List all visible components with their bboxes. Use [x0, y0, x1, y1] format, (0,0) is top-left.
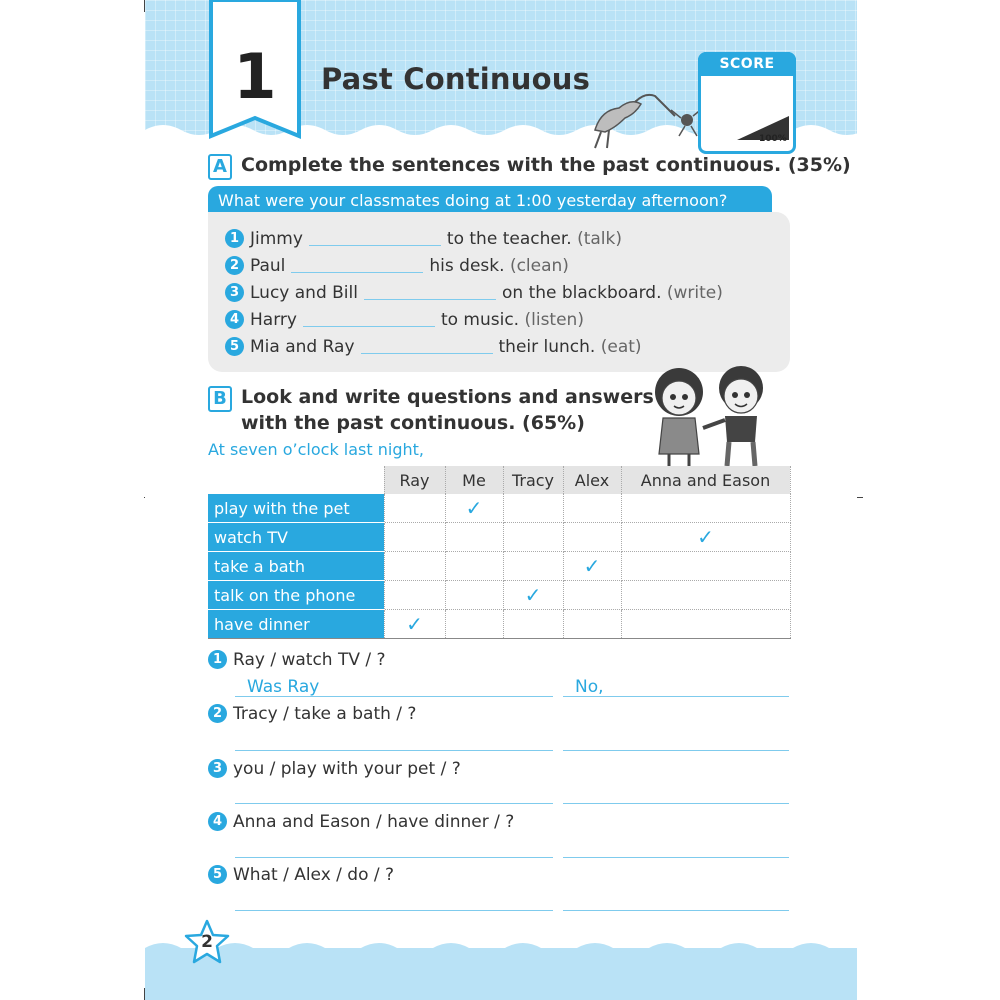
item-number: 3	[208, 759, 227, 778]
question-prompt: Ray / watch TV / ?	[233, 650, 386, 670]
table-cell	[445, 523, 503, 552]
section-a-question-banner: What were your classmates doing at 1:00 yesterday afternoon?	[208, 186, 772, 216]
item-subject: Mia and Ray	[250, 337, 355, 357]
activity-table	[208, 466, 791, 639]
table-cell	[445, 581, 503, 610]
question-prompt: What / Alex / do / ?	[233, 865, 395, 885]
item-number: 2	[225, 256, 244, 275]
item-number: 1	[208, 650, 227, 669]
table-cell	[621, 552, 790, 581]
footer-band	[145, 948, 857, 1000]
table-cell	[621, 494, 790, 523]
page-title: Past Continuous	[321, 62, 591, 96]
table-row	[208, 581, 790, 610]
table-cell	[621, 610, 790, 639]
question-prompt: Tracy / take a bath / ?	[233, 704, 417, 724]
exercise-a-item-3	[225, 283, 723, 307]
table-row	[208, 552, 790, 581]
question-line[interactable]	[235, 857, 553, 859]
example-answer-text: No,	[575, 677, 604, 697]
item-rest: on the blackboard.	[501, 283, 662, 303]
item-hint: (talk)	[577, 229, 622, 249]
table-cell	[503, 523, 563, 552]
table-cell	[621, 581, 790, 610]
table-cell	[384, 610, 445, 639]
section-b-badge: B	[208, 386, 232, 412]
answer-line[interactable]	[563, 750, 789, 752]
table-cell	[503, 552, 563, 581]
item-number: 5	[225, 337, 244, 356]
answer-line[interactable]	[563, 803, 789, 805]
column-header: Me	[445, 466, 503, 494]
question-prompt: you / play with your pet / ?	[233, 759, 461, 779]
table-row	[208, 523, 790, 552]
item-number: 3	[225, 283, 244, 302]
item-rest: to music.	[440, 310, 520, 330]
answer-line[interactable]	[563, 696, 789, 698]
item-subject: Harry	[250, 310, 297, 330]
item-number: 5	[208, 865, 227, 884]
question-line[interactable]	[235, 803, 553, 805]
table-cell	[445, 610, 503, 639]
answer-blank[interactable]	[291, 256, 423, 273]
item-subject: Jimmy	[250, 229, 303, 249]
table-cell	[384, 523, 445, 552]
table-cell	[503, 610, 563, 639]
question-line[interactable]	[235, 910, 553, 912]
heron-mosquito-illustration	[575, 80, 715, 150]
table-cell	[384, 581, 445, 610]
table-cell	[384, 552, 445, 581]
question-4	[208, 812, 514, 832]
table-cell	[445, 552, 503, 581]
question-prompt: Anna and Eason / have dinner / ?	[233, 812, 515, 832]
question-line[interactable]	[235, 696, 553, 698]
table-cell	[503, 581, 563, 610]
table-cell	[563, 610, 621, 639]
answer-blank[interactable]	[361, 337, 493, 354]
score-max-label: 100%	[759, 134, 787, 144]
table-instruction: At seven o’clock last night,	[208, 440, 424, 459]
item-number: 4	[225, 310, 244, 329]
answer-line[interactable]	[563, 910, 789, 912]
item-hint: (write)	[666, 283, 723, 303]
question-3	[208, 759, 461, 779]
score-label: SCORE	[698, 52, 796, 76]
table-cell	[503, 494, 563, 523]
column-header: Ray	[384, 466, 445, 494]
answer-blank[interactable]	[309, 229, 441, 246]
activity-label: have dinner	[208, 610, 384, 639]
section-b-title-line2: with the past continuous. (65%)	[241, 412, 585, 434]
item-rest: to the teacher.	[446, 229, 572, 249]
footer-wave	[145, 936, 857, 954]
table-header-row	[208, 466, 790, 494]
section-b-title-line1: Look and write questions and answers	[241, 386, 654, 408]
exercise-a-item-5	[225, 337, 642, 361]
table-row	[208, 494, 790, 523]
activity-label: talk on the phone	[208, 581, 384, 610]
table-cell	[445, 494, 503, 523]
answer-line[interactable]	[563, 857, 789, 859]
question-1	[208, 650, 386, 670]
check-mark-icon: ✓	[697, 525, 714, 549]
table-cell	[563, 552, 621, 581]
exercise-a-item-4	[225, 310, 584, 334]
table-cell	[563, 494, 621, 523]
table-row	[208, 610, 790, 639]
question-5	[208, 865, 394, 885]
answer-blank[interactable]	[303, 310, 435, 327]
check-mark-icon: ✓	[583, 554, 601, 578]
question-2	[208, 704, 416, 724]
table-cell	[563, 581, 621, 610]
column-header: Tracy	[503, 466, 563, 494]
column-header: Alex	[563, 466, 621, 494]
check-mark-icon: ✓	[406, 612, 423, 636]
item-rest: their lunch.	[498, 337, 596, 357]
activity-label: play with the pet	[208, 494, 384, 523]
item-rest: his desk.	[429, 256, 505, 276]
table-corner	[208, 466, 384, 494]
item-hint: (eat)	[600, 337, 642, 357]
table-cell	[384, 494, 445, 523]
item-hint: (listen)	[524, 310, 584, 330]
table-cell	[563, 523, 621, 552]
item-number: 4	[208, 812, 227, 831]
table-cell	[621, 523, 790, 552]
item-hint: (clean)	[509, 256, 569, 276]
section-a-badge: A	[208, 154, 232, 180]
example-question-text: Was Ray	[247, 677, 320, 697]
item-subject: Paul	[250, 256, 286, 276]
section-a-title: Complete the sentences with the past continuous. (35%)	[241, 154, 851, 176]
exercise-a-item-2	[225, 256, 569, 280]
column-header: Anna and Eason	[621, 466, 790, 494]
unit-number: 1	[233, 40, 277, 113]
worksheet-page	[145, 0, 857, 1000]
question-line[interactable]	[235, 750, 553, 752]
exercise-a-item-1	[225, 229, 622, 253]
children-illustration	[637, 362, 787, 468]
item-number: 1	[225, 229, 244, 248]
page-number: 2	[201, 932, 213, 952]
activity-label: take a bath	[208, 552, 384, 581]
activity-label: watch TV	[208, 523, 384, 552]
item-subject: Lucy and Bill	[250, 283, 358, 303]
check-mark-icon: ✓	[524, 583, 542, 607]
item-number: 2	[208, 704, 227, 723]
answer-blank[interactable]	[364, 283, 496, 300]
check-mark-icon: ✓	[465, 496, 483, 520]
